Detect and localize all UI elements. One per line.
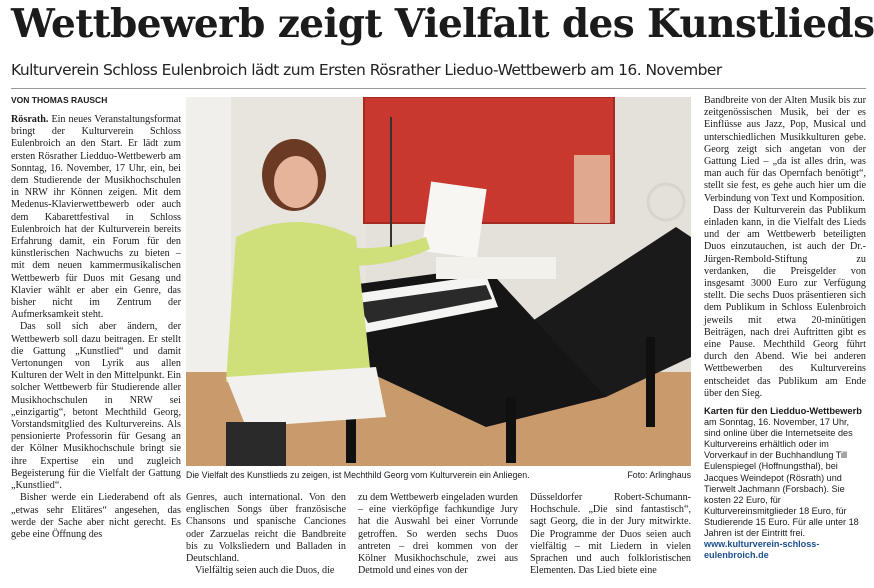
- article-column-4: [530, 492, 691, 577]
- paragraph: Vielfältig seien auch die Duos, die: [195, 565, 335, 577]
- byline: VON THOMAS RAUSCH: [11, 95, 108, 105]
- info-box-text: am Sonntag, 16. November, 17 Uhr, sind online über die Internetseite des Kulturvereins erhältlich oder im Vorverkauf in der Buchhandlung Till Eulenspiegel (Hoffnungsthal), bei Jacques Weindepot (Rösrath) und Tierwelt Jachmann (Forsbach). Sie kosten 22 Euro, für Kulturvereinsmitglieder 18 Euro, für Studierende 15 Euro. Für alle unter 18 Jahren ist der Eintritt frei.: [704, 417, 859, 539]
- dateline: Rösrath.: [11, 114, 49, 125]
- woman-face: [274, 156, 318, 208]
- article-column-5: [704, 95, 866, 561]
- info-box-heading: Karten für den Liedduo-Wettbewerb: [704, 406, 862, 417]
- paragraph: Dass der Kulturverein das Publikum einladen kann, in die Vielfalt des Lieds und der am Wettbewerb beteiligten Duos einzutauchen, ist auch der Dr.-Jürgen-Rembold-Stiftung zu verdanken, die Preisgelder von insgesamt 3000 Euro zur Verfügung stellt. Die sechs Duos präsentieren sich dem Publikum in Schloss Eulenbroich jeweils mit etwa 20-minütigen Beiträgen, nach drei Auftritten gibt es eine Pause. Mechthild Georg führt durch den Abend. Wie bei anderen Wettbewerben des Kulturvereins entscheidet das Publikum am Ende über den Sieg.: [704, 204, 866, 399]
- website-link[interactable]: www.kulturverein-schloss-eulenbroich.de: [704, 539, 820, 561]
- article-column-1: [11, 114, 181, 541]
- photo-illustration: [186, 97, 691, 466]
- paragraph: Das soll sich aber ändern, der Wettbewerb soll dazu beitragen. Er stellt die Gattung „Kunstlied“ und damit Vertonungen von Lyrik aus allen Kulturen der Welt in den Mittelpunkt. Ein solcher Wettbewerb für Studierende aller Musikhochschulen in NRW sei „einzigartig“, betont Mechthild Georg, Vorstandsmitglied des Kulturvereins. Als pensionierte Professorin für Gesang an der Kölner Musikhochschule bringt sie ihre Expertise ein und zugleich Begeisterung für die Vielfalt der Gattung „Kunstlied“.: [11, 321, 181, 492]
- paragraph: Düsseldorfer Robert-Schumann-Hochschule. „Die sind fantastisch“, sagt Georg, die in der Jury mitwirkte. Die Programme der Duos seien auch vielfältig – mit Liedern in vielen Sprachen und auch folkloristischen Elementen. Das Lied biete eine: [530, 492, 691, 577]
- photo-credit: Foto: Arlinghaus: [627, 470, 691, 480]
- article-column-2: [186, 492, 346, 577]
- photo-caption: [186, 470, 691, 480]
- paragraph: Genres, auch international. Von den englischen Songs über französische Chansons und spanische Canciones oder Zarzuelas reicht die Bandbreite bis zu Volksliedern und Balladen in Deutschland.: [186, 492, 346, 565]
- article-column-3: [358, 492, 518, 577]
- caption-text: Die Vielfalt des Kunstlieds zu zeigen, ist Mechthild Georg vom Kulturverein ein Anliegen.: [186, 470, 530, 480]
- paragraph: Bandbreite von der Alten Musik bis zur zeitgenössischen Musik, bei der es Einflüsse aus Jazz, Pop, Musical und unterschiedlichen Musikkulturen gebe. Georg zeigt sich angetan von der Gattung Lied – „da ist alles drin, was man auch für das Opernfach benötigt“, stellt sie fest, es gehe auch hier um die Verbindung von Text und Komposition.: [704, 95, 866, 204]
- paragraph-text: Ein neues Veranstaltungsformat bringt der Kulturverein Schloss Eulenbroich an den Start. Er lädt zum ersten Rösrather Liedduo-Wettbewerb am Sonntag, 16. November, 17 Uhr, ein, bei dem Studierende der Musikhochschulen in NRW ihr Können zeigen. Mit dem Medenus-Klavierwettbewerb oder auch dem Kabarettfestival in Schloss Eulenbroich hat der Kulturverein bereits Erfahrung damit, ein Forum für den künstlerischen Nachwuchs zu bieten – mit dem neuen kammermusikalischen Wettbewerb für Duos mit Gesang und Klavier wählt er aber ein Genre, das bisher nicht im Zentrum der Aufmerksamkeit steht.: [11, 114, 182, 321]
- paragraph: zu dem Wettbewerb eingeladen wurden – eine vierköpfige fachkundige Jury hat die Auswahl bei einer Vorrunde getroffen. So werden sechs Duos antreten – drei kommen von der Kölner Musikhochschule, zwei aus Detmold und eines von der: [358, 492, 518, 577]
- headline: Wettbewerb zeigt Vielfalt des Kunstlieds: [11, 1, 874, 47]
- sheet-music: [421, 181, 486, 258]
- subheadline: Kulturverein Schloss Eulenbroich lädt zum Ersten Rösrather Lieduo-Wettbewerb am 16. November: [11, 61, 722, 79]
- article-photo: [186, 97, 691, 466]
- woman-blouse: [226, 222, 371, 382]
- paragraph: [11, 114, 181, 321]
- divider: [11, 88, 866, 89]
- paragraph: Bisher werde ein Liederabend oft als „etwas sehr Elitäres“ angesehen, das werde der Sache aber nicht gerecht. Es gebe eine Öffnung des: [11, 492, 181, 540]
